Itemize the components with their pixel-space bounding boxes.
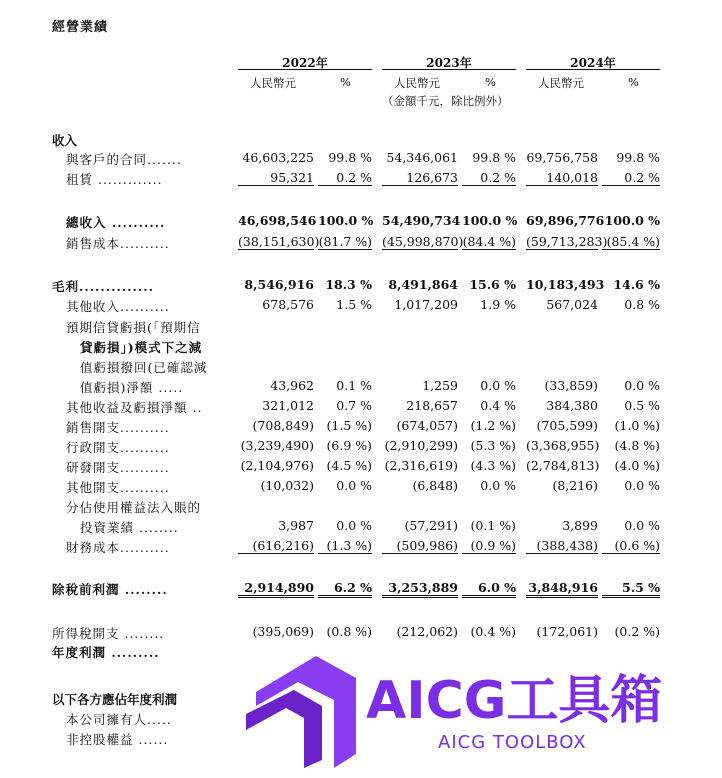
col-rmb-2023: 人民幣元: [394, 76, 440, 90]
row-label: 財務成本..........: [66, 540, 170, 555]
cell: 0.2 %: [462, 170, 516, 186]
cell: 100.0 %: [318, 213, 374, 228]
cell: (1.0 %): [614, 418, 660, 433]
cell: 0.0 %: [624, 378, 660, 393]
row-label: 分佔使用權益法入賬的: [66, 500, 202, 515]
cell: 6.0 %: [462, 580, 516, 598]
cell: 678,576: [262, 297, 314, 312]
cell: (0.6 %): [602, 538, 660, 554]
row-label: 除稅前利潤 ........: [52, 582, 168, 597]
cell: 0.0 %: [336, 518, 372, 533]
col-rmb-2022: 人民幣元: [250, 76, 296, 90]
cell: 95,321: [238, 170, 314, 186]
aicg-logo-icon: [246, 656, 356, 768]
cell: (59,713,283): [526, 234, 608, 249]
row-label: 其他收入..........: [66, 299, 170, 314]
cell: (85.4 %): [602, 234, 660, 250]
cell: 3,987: [278, 518, 314, 533]
cell: (708,849): [252, 418, 314, 433]
cell: 0.0 %: [336, 478, 372, 493]
year-header-2024: 2024年: [570, 56, 616, 70]
cell: 0.0 %: [624, 478, 660, 493]
col-pct-2022: %: [340, 75, 351, 89]
row-label: 本公司擁有人.....: [66, 712, 172, 727]
row-label: 所得稅開支 ........: [52, 626, 165, 641]
cell: 0.2 %: [318, 170, 372, 186]
cell: 140,018: [526, 170, 598, 186]
cell: (8,216): [552, 478, 598, 493]
cell: 3,899: [562, 518, 598, 533]
cell: 0.0 %: [624, 518, 660, 533]
cell: (0.9 %): [462, 538, 516, 554]
cell: (2,104,976): [240, 458, 314, 473]
table-row: [0, 150, 722, 168]
cell: (0.1 %): [470, 518, 516, 533]
cell: 0.5 %: [624, 398, 660, 413]
cell: (33,859): [544, 378, 598, 393]
watermark: [246, 650, 666, 770]
year-rule: [526, 69, 660, 70]
cell: 126,673: [382, 170, 458, 186]
cell: 54,346,061: [386, 150, 458, 165]
cell: 99.8 %: [328, 150, 372, 165]
table-row: [0, 234, 722, 252]
cell: 321,012: [262, 398, 314, 413]
cell: (1.5 %): [326, 418, 372, 433]
cell: 8,546,916: [244, 277, 314, 292]
cell: 43,962: [270, 378, 314, 393]
cell: 46,603,225: [242, 150, 314, 165]
row-label: 行政開支..........: [66, 440, 170, 455]
cell: (2,784,813): [526, 458, 600, 473]
row-label: 年度利潤 .........: [52, 645, 160, 660]
row-label: 研發開支..........: [66, 460, 170, 475]
cell: 0.0 %: [480, 478, 516, 493]
table-row: [0, 213, 722, 231]
row-label: 銷售成本..........: [66, 236, 170, 251]
cell: 99.8 %: [616, 150, 660, 165]
cell: 1.9 %: [480, 297, 516, 312]
cell: 0.7 %: [336, 398, 372, 413]
row-label: 毛利..............: [52, 279, 154, 294]
col-pct-2024: %: [628, 75, 639, 89]
cell: 6.2 %: [318, 580, 372, 598]
col-pct-2023: %: [485, 75, 496, 89]
year-rule: [382, 69, 516, 70]
year-header-2023: 2023年: [426, 56, 472, 70]
table-row: [0, 418, 722, 436]
row-label: 其他開支..........: [66, 480, 170, 495]
table-row: [0, 478, 722, 496]
row-label: 值虧損撥回(已確認減: [80, 360, 208, 375]
cell: 14.6 %: [613, 277, 660, 292]
cell: (38,151,630): [238, 234, 320, 249]
cell: 3,253,889: [382, 580, 458, 598]
cell: (2,910,299): [384, 438, 458, 453]
section-revenue: 收入: [52, 133, 78, 148]
cell: 2,914,890: [238, 580, 314, 598]
cell: 46,698,546: [238, 213, 317, 228]
cell: 567,024: [546, 297, 598, 312]
cell: (4.5 %): [326, 458, 372, 473]
cell: 69,896,776: [526, 213, 605, 228]
row-label: 總收入 ..........: [66, 215, 166, 230]
cell: 8,491,864: [388, 277, 458, 292]
cell: (2,316,619): [384, 458, 458, 473]
cell: 54,490,734: [382, 213, 461, 228]
cell: (45,998,870): [382, 234, 464, 249]
row-label: 投資業績 ........: [80, 520, 179, 535]
cell: (616,216): [238, 538, 314, 554]
table-row: [0, 398, 722, 416]
section-attributable: 以下各方應佔年度利潤: [52, 692, 178, 707]
cell: 0.8 %: [624, 297, 660, 312]
cell: (4.3 %): [470, 458, 516, 473]
cell: (509,986): [382, 538, 458, 554]
cell: (0.2 %): [614, 624, 660, 639]
table-row: [0, 518, 722, 536]
watermark-subtext: AICG TOOLBOX: [438, 732, 587, 753]
cell: (4.0 %): [614, 458, 660, 473]
table-row: [0, 277, 722, 295]
cell: (212,062): [396, 624, 458, 639]
cell: (84.4 %): [462, 234, 516, 249]
cell: (1.2 %): [470, 418, 516, 433]
cell: 0.4 %: [480, 398, 516, 413]
cell: 1.5 %: [336, 297, 372, 312]
cell: (4.8 %): [614, 438, 660, 453]
cell: (395,069): [252, 624, 314, 639]
cell: (3,368,955): [526, 438, 600, 453]
cell: 0.1 %: [336, 378, 372, 393]
row-label: 貸虧損」)模式下之減: [80, 340, 203, 355]
cell: 100.0 %: [462, 213, 518, 228]
cell: 100.0 %: [604, 213, 660, 228]
watermark-text: AICG工具箱: [366, 671, 663, 731]
year-rule: [238, 69, 372, 70]
cell: (81.7 %): [318, 234, 372, 249]
cell: 1,017,209: [394, 297, 458, 312]
cell: 0.2 %: [602, 170, 660, 186]
table-row: [0, 624, 722, 642]
cell: (6.9 %): [326, 438, 372, 453]
cell: (172,061): [536, 624, 598, 639]
cell: (674,057): [396, 418, 458, 433]
table-row: [0, 378, 722, 396]
cell: (5.3 %): [470, 438, 516, 453]
year-header-2022: 2022年: [282, 56, 328, 70]
cell: (10,032): [260, 478, 314, 493]
row-label: 其他收益及虧損淨額 ..: [66, 400, 203, 415]
table-row: [0, 170, 722, 188]
unit-note: （金額千元，除比例外）: [382, 94, 509, 108]
cell: 18.3 %: [325, 277, 372, 292]
row-label: 與客戶的合同.......: [66, 152, 182, 167]
cell: 0.0 %: [480, 378, 516, 393]
cell: 384,380: [546, 398, 598, 413]
table-row: [0, 538, 722, 556]
table-row: [0, 438, 722, 456]
row-label: 預期信貸虧損(「預期信: [66, 320, 201, 335]
cell: 15.6 %: [469, 277, 516, 292]
cell: (0.4 %): [470, 624, 516, 639]
cell: (6,848): [412, 478, 458, 493]
cell: (3,239,490): [240, 438, 314, 453]
row-label: 值虧損)淨額 .....: [80, 380, 184, 395]
col-rmb-2024: 人民幣元: [538, 76, 584, 90]
cell: (0.8 %): [326, 624, 372, 639]
table-row: [0, 297, 722, 315]
cell: 218,657: [406, 398, 458, 413]
cell: 1,259: [422, 378, 458, 393]
cell: 99.8 %: [472, 150, 516, 165]
row-label: 租賃 .............: [66, 172, 163, 187]
cell: (388,438): [526, 538, 598, 554]
cell: 10,183,493: [526, 277, 605, 292]
cell: (1.3 %): [318, 538, 372, 554]
cell: 69,756,758: [526, 150, 598, 165]
row-label: 非控股權益 ......: [66, 732, 169, 747]
table-row: [0, 580, 722, 598]
row-label: 銷售開支..........: [66, 420, 170, 435]
table-row: [0, 458, 722, 476]
page-title: 經營業績: [52, 20, 109, 35]
cell: (57,291): [404, 518, 458, 533]
cell: 5.5 %: [602, 580, 660, 598]
cell: 3,848,916: [526, 580, 598, 598]
cell: (705,599): [536, 418, 598, 433]
